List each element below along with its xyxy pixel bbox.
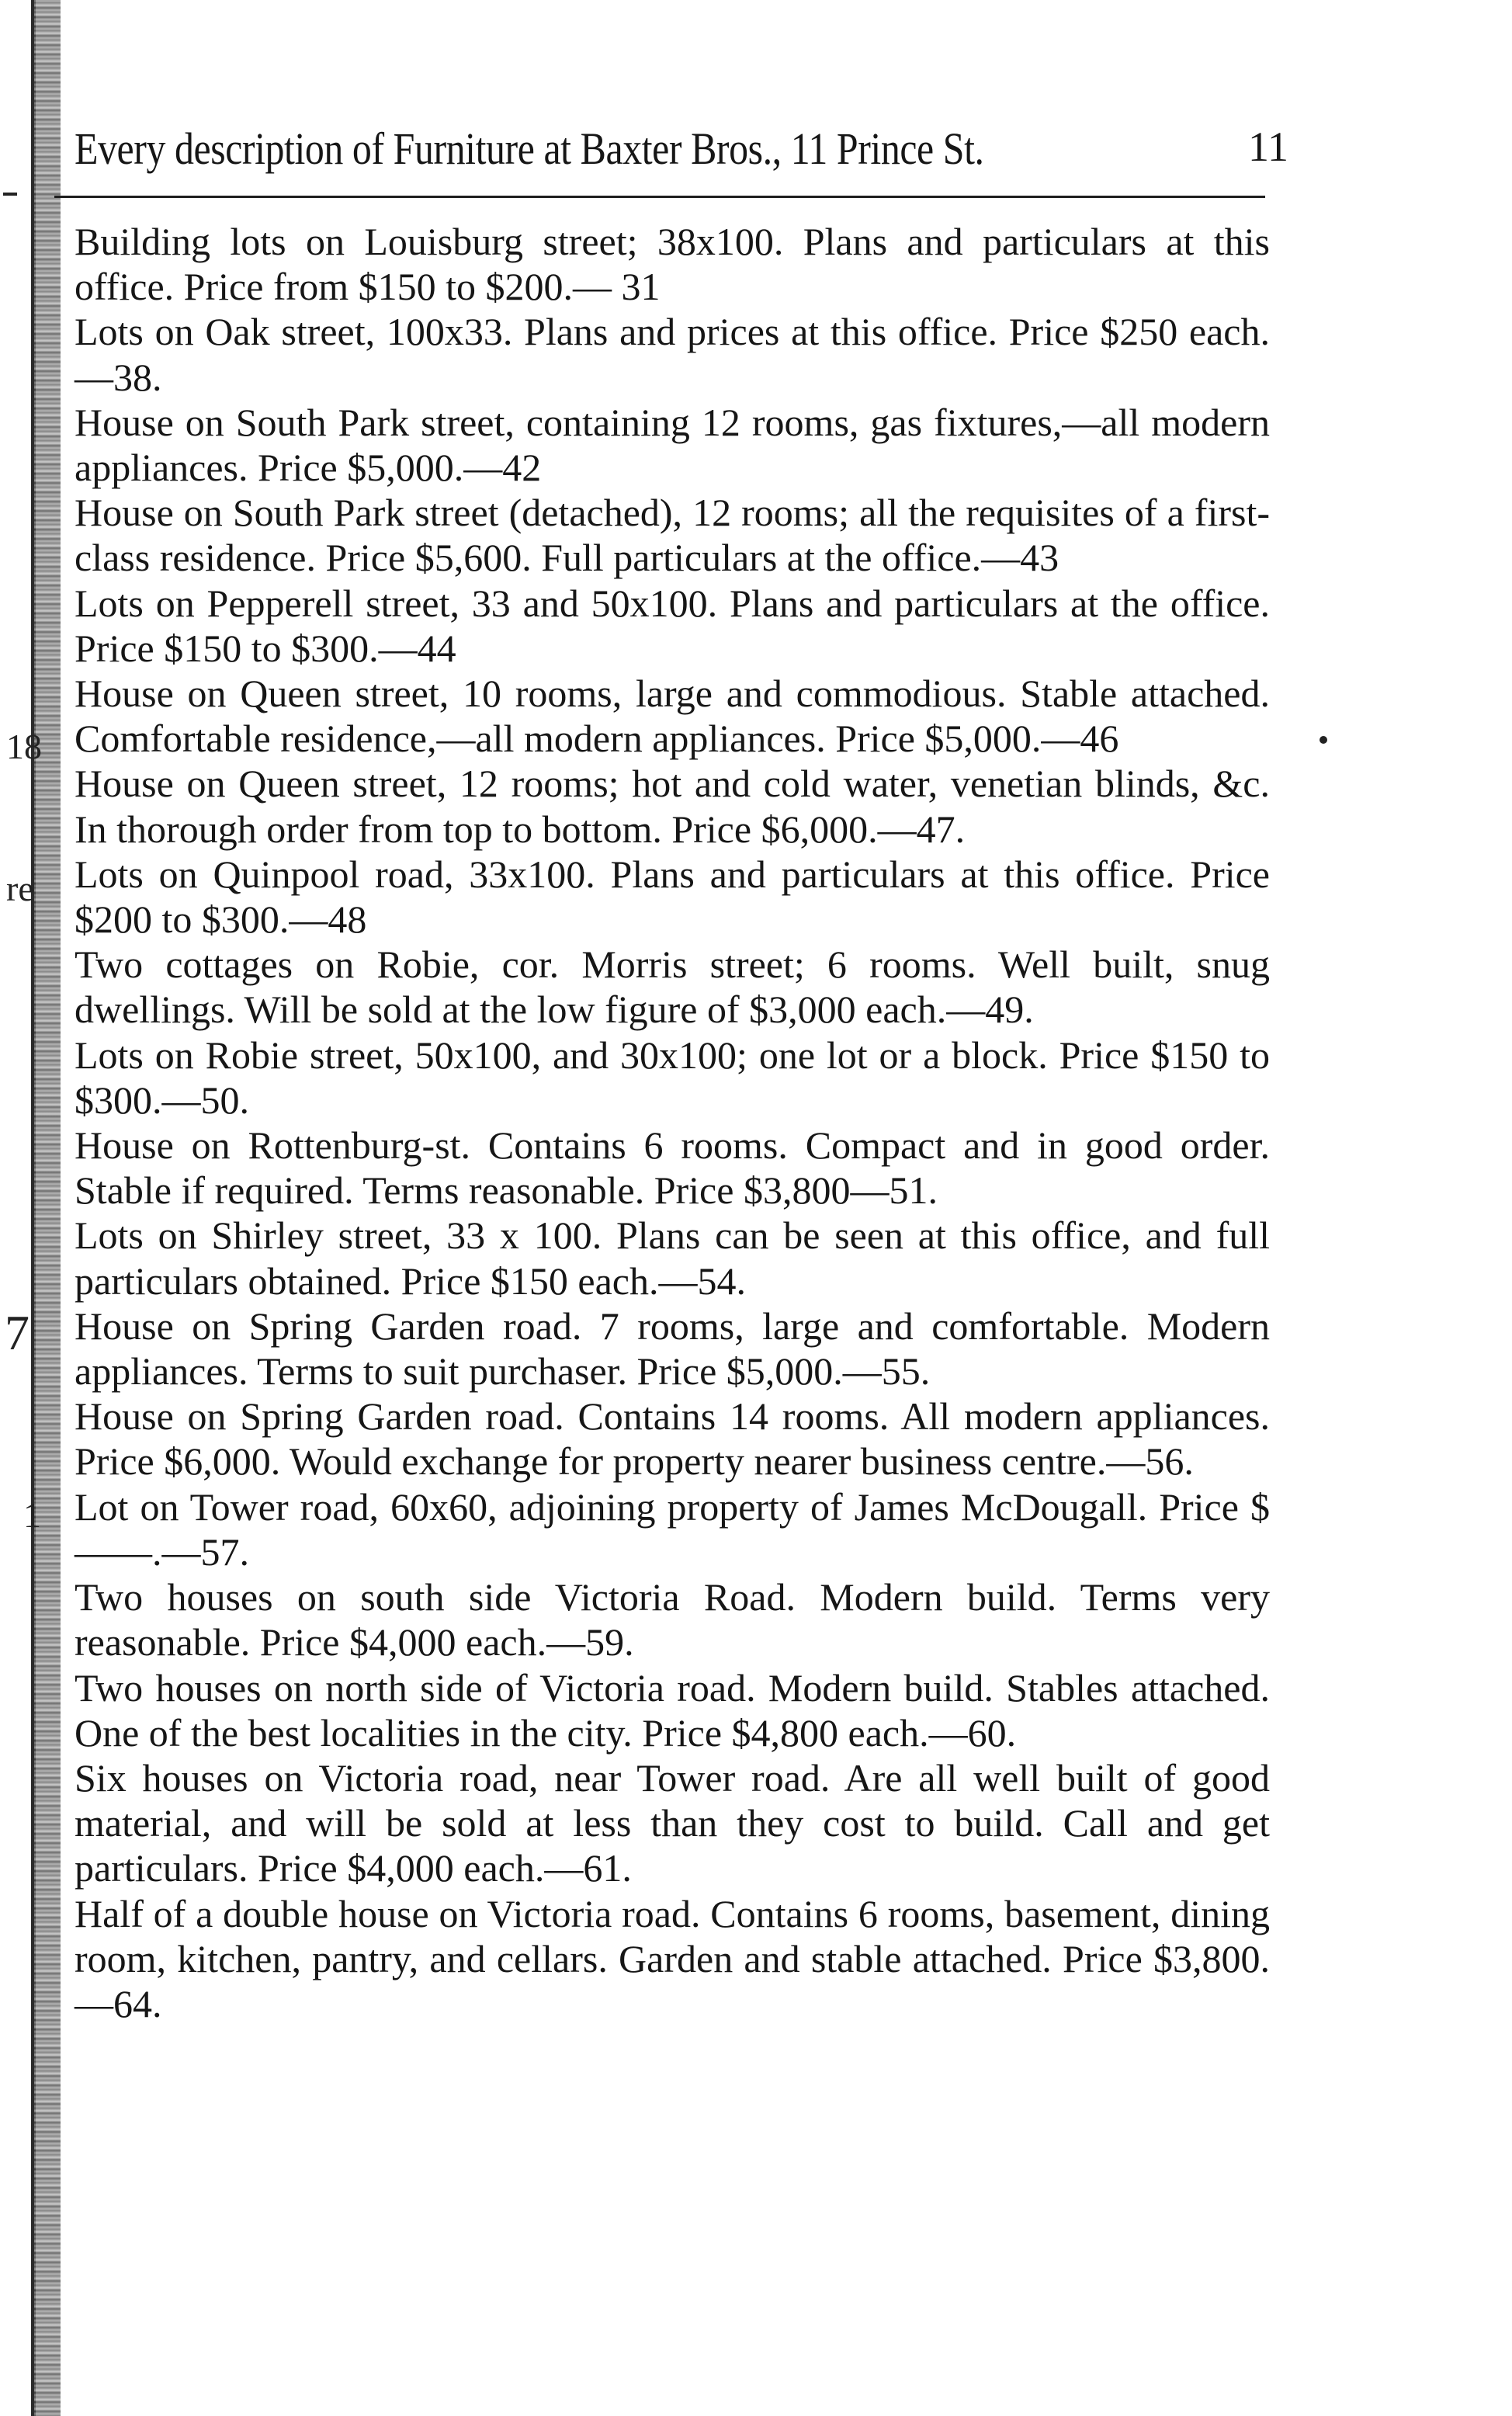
listing-entry: Six houses on Victoria road, near Tower road. Are all well built of good material, and will be sold at less than they cost to build. Call and get particulars. Price $4,000 each.—61. <box>75 1755 1270 1890</box>
listing-entry: House on Queen street, 12 rooms; hot and cold water, venetian blinds, &c. In thorough order from top to bottom. Price $6,000.—47. <box>75 762 1270 851</box>
listing-entry: House on Rottenburg-st. Contains 6 rooms. Compact and in good order. Stable if required. Terms reasonable. Price $3,800—51. <box>75 1123 1270 1213</box>
margin-mark: re <box>6 869 34 908</box>
listing-entry: Two cottages on Robie, cor. Morris street; 6 rooms. Well built, snug dwellings. Will be sold at the low figure of $3,000 each.—49. <box>75 942 1270 1032</box>
listing-entry: Two houses on north side of Victoria road. Modern build. Stables attached. One of the best localities in the city. Price $4,800 each.—60. <box>75 1665 1270 1755</box>
margin-mark: 18 <box>6 727 42 766</box>
listing-entry: House on Spring Garden road. 7 rooms, large and comfortable. Modern appliances. Terms to suit purchaser. Price $5,000.—55. <box>75 1303 1270 1394</box>
stray-ink-dot <box>1320 736 1327 744</box>
listing-entry: Lot on Tower road, 60x60, adjoining property of James McDougall. Price $——.—57. <box>75 1484 1270 1574</box>
listing-entry: Lots on Robie street, 50x100, and 30x100; one lot or a block. Price $150 to $300.—50. <box>75 1033 1270 1122</box>
margin-mark: 7 <box>5 1305 29 1360</box>
listing-entry: Lots on Oak street, 100x33. Plans and prices at this office. Price $250 each.—38. <box>75 310 1270 399</box>
listing-entry: Lots on Pepperell street, 33 and 50x100. Plans and particulars at the office. Price $150 to $300.—44 <box>75 581 1270 670</box>
property-listings <box>75 219 1270 2026</box>
listing-entry: House on Spring Garden road. Contains 14 rooms. All modern appliances. Price $6,000. Would exchange for property nearer business centre.—56. <box>75 1394 1270 1484</box>
listing-entry: Half of a double house on Victoria road. Contains 6 rooms, basement, dining room, kitchen, pantry, and cellars. Garden and stable attached. Price $3,800.—64. <box>75 1891 1270 2025</box>
listing-entry: Lots on Shirley street, 33 x 100. Plans can be seen at this office, and full particulars obtained. Price $150 each.—54. <box>75 1213 1270 1303</box>
listing-entry: Two houses on south side Victoria Road. Modern build. Terms very reasonable. Price $4,000 each.—59. <box>75 1575 1270 1664</box>
page-number: 11 <box>1248 123 1288 170</box>
margin-tick <box>3 193 17 196</box>
margin-mark: 1 <box>23 1495 41 1535</box>
listing-entry: Building lots on Louisburg street; 38x100. Plans and particulars at this office. Price from $150 to $200.— 31 <box>75 220 1270 309</box>
listing-entry: Lots on Quinpool road, 33x100. Plans and particulars at this office. Price $200 to $300.—48 <box>75 852 1270 942</box>
listing-entry: House on South Park street (detached), 12 rooms; all the requisites of a first-class residence. Price $5,600. Full particulars at the office.—43 <box>75 491 1270 580</box>
header-rule <box>54 196 1265 198</box>
page-binding-gutter <box>34 0 61 2416</box>
running-header <box>75 123 1288 185</box>
running-header-title: Every description of Furniture at Baxter Bros., 11 Prince St. <box>75 123 984 174</box>
listing-entry: House on Queen street, 10 rooms, large and commodious. Stable attached. Comfortable residence,—all modern appliances. Price $5,000.—46 <box>75 672 1270 761</box>
listing-entry: House on South Park street, containing 12 rooms, gas fixtures,—all modern appliances. Price $5,000.—42 <box>75 400 1270 490</box>
